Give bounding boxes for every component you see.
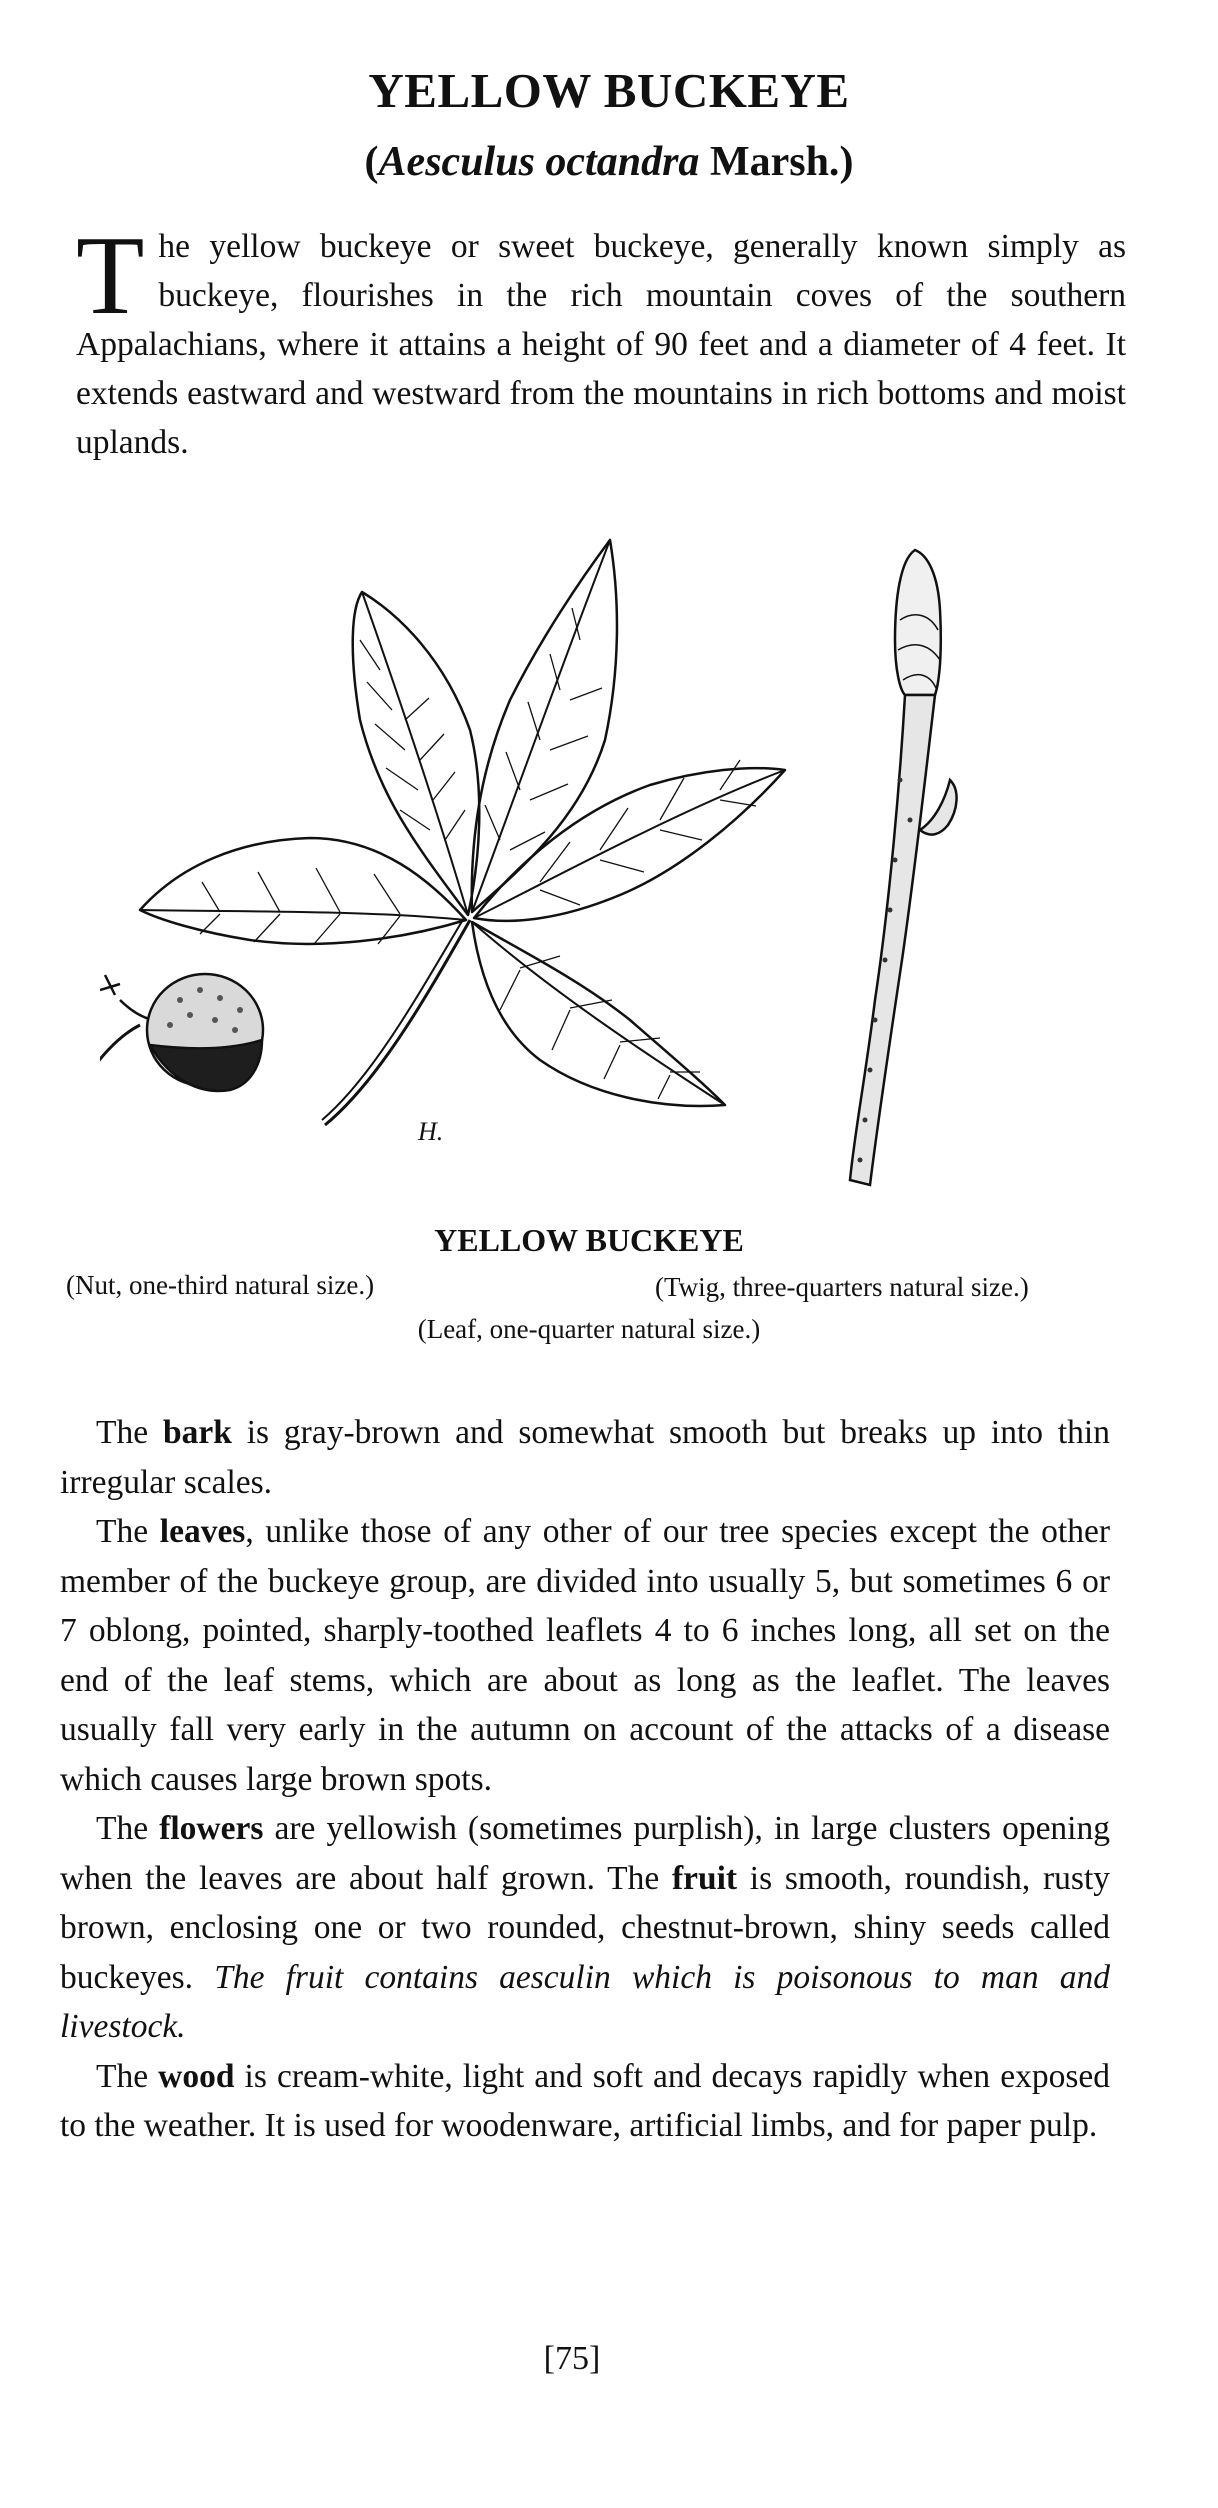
poison-warning: The fruit contains aesculin which is poisonous to man and livestock. bbox=[60, 1958, 1110, 2045]
caption-nut: (Nut, one-third natural size.) bbox=[66, 1270, 375, 1300]
term-wood: wood bbox=[158, 2057, 235, 2095]
nut bbox=[100, 974, 263, 1091]
authority: Marsh. bbox=[709, 139, 840, 185]
page-title: YELLOW BUCKEYE bbox=[368, 63, 850, 118]
scientific-name: (Aesculus octandra Marsh.) bbox=[364, 139, 854, 185]
latin-name: Aesculus octandra bbox=[378, 139, 700, 185]
twig bbox=[850, 550, 957, 1185]
term-flowers: flowers bbox=[159, 1810, 264, 1847]
leaflet-left bbox=[140, 838, 466, 944]
bark-paragraph: The bark is gray-brown and somewhat smooth but breaks up into thin irregular scales. bbox=[60, 1414, 1110, 1501]
intro-text: he yellow buckeye or sweet buckeye, generally known simply as buckeye, flourishes in the rich mountain coves of the southern Appalachians, where it attains a height of 90 feet and a diameter of 4 feet. It extends eastward and westward from the mountains in rich bottoms and moist uplands. bbox=[76, 228, 1126, 461]
term-leaves: leaves bbox=[159, 1513, 246, 1550]
caption-twig: (Twig, three-quarters natural size.) bbox=[655, 1272, 1029, 1302]
description-body bbox=[60, 1408, 1110, 2151]
figure-title: YELLOW BUCKEYE bbox=[434, 1222, 744, 1258]
leaves-paragraph: The leaves, unlike those of any other of our tree species except the other member of the buckeye group, are divided into usually 5, but sometimes 6 or 7 oblong, pointed, sharply-toothed leaflets 4 to 6 inches long, all set on the end of the leaf stems, which are about as long as the leaflet. The leaves usually fall very early in the autumn on account of the attacks of a disease which causes large brown spots. bbox=[60, 1513, 1110, 1798]
buckeye-illustration bbox=[100, 520, 1000, 1200]
caption-leaf: (Leaf, one-quarter natural size.) bbox=[417, 1314, 761, 1344]
intro-paragraph bbox=[76, 214, 1126, 467]
leaflet-upper-left bbox=[353, 592, 480, 915]
leaflet-lower-right bbox=[472, 922, 725, 1106]
wood-paragraph: The wood is cream-white, light and soft and decays rapidly when exposed to the weather. It is used for woodenware, artificial limbs, and for paper pulp. bbox=[60, 2057, 1110, 2144]
term-bark: bark bbox=[162, 1414, 232, 1451]
term-fruit: fruit bbox=[671, 1859, 738, 1897]
page-number: [75] bbox=[543, 2340, 601, 2377]
drop-cap: T bbox=[76, 214, 145, 338]
flowers-paragraph: The flowers are yellowish (sometimes purplish), in large clusters opening when the leaves are about half grown. The fruit is smooth, roundish, rusty brown, enclosing one or two rounded, chestnut-brown, shiny seeds called buckeyes. The fruit contains aesculin which is poisonous to man and livestock. bbox=[60, 1810, 1111, 2045]
artist-initial: H. bbox=[418, 1117, 444, 1146]
